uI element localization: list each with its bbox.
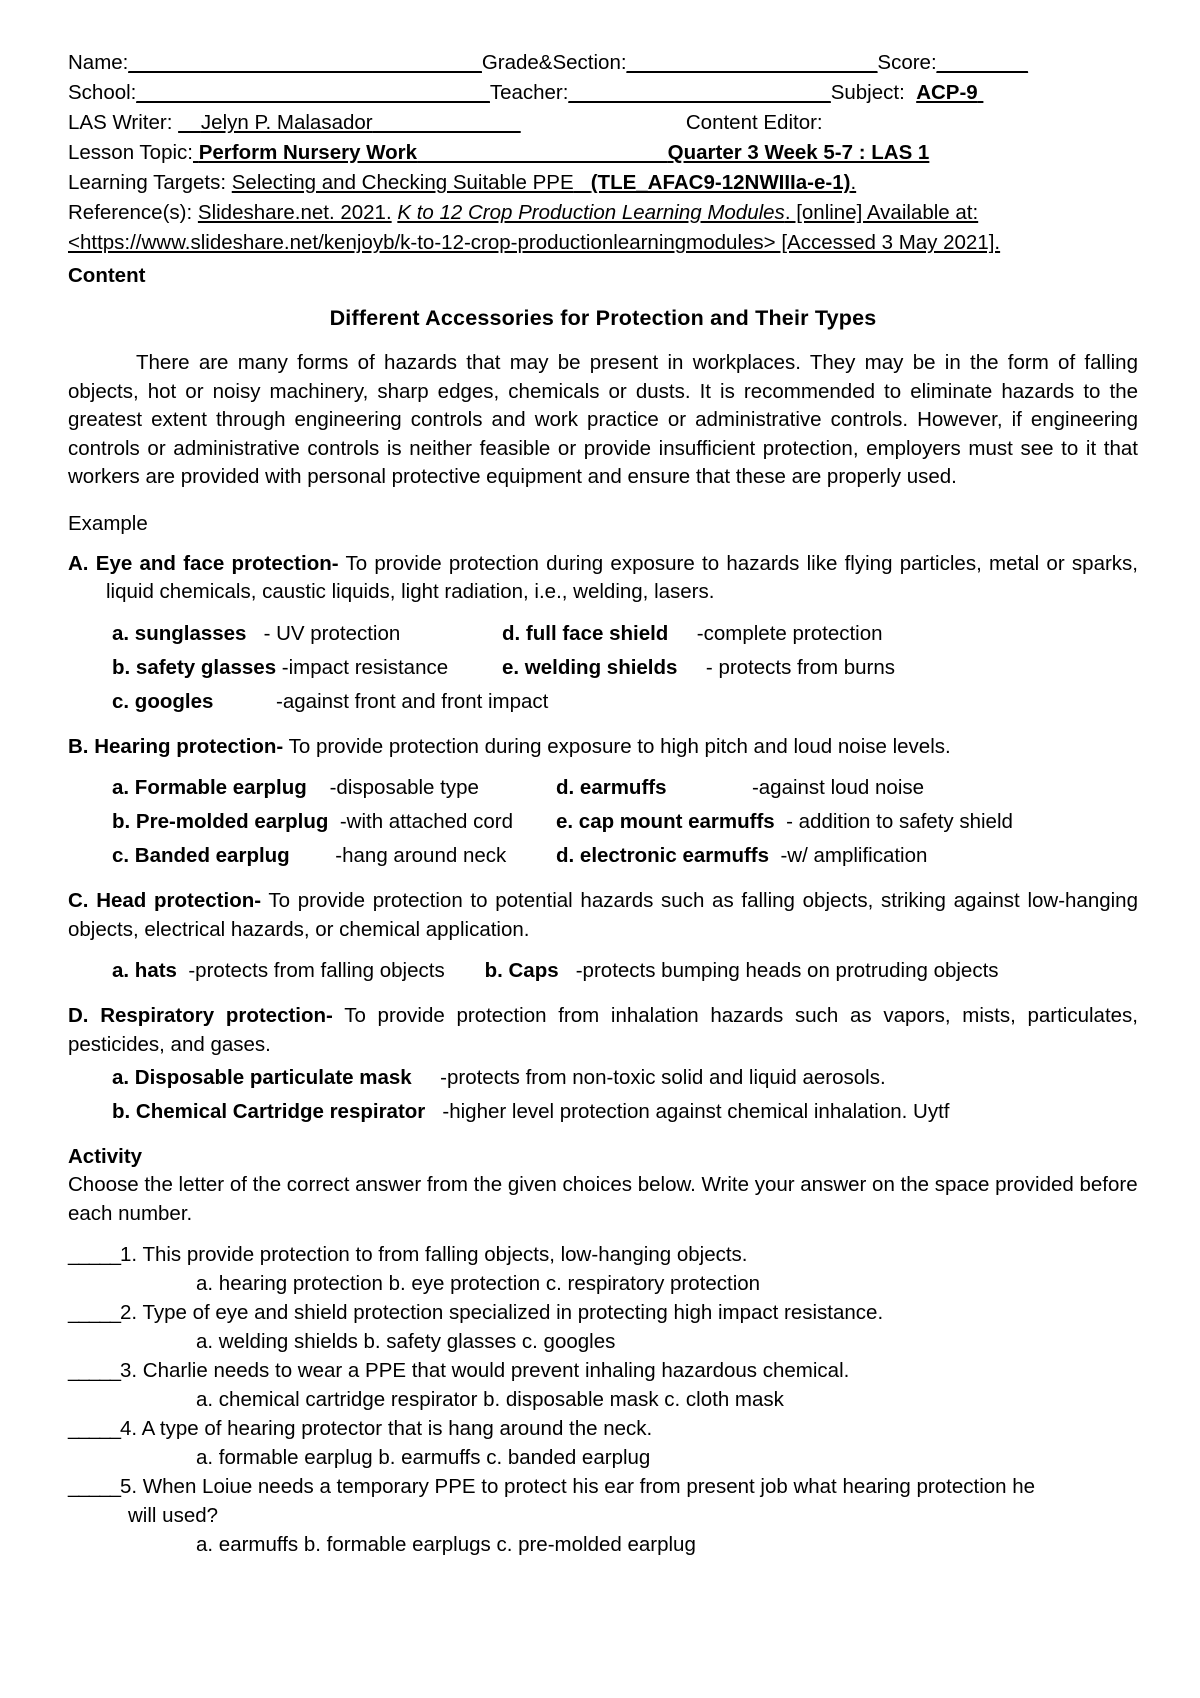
item-term: e. welding shields: [502, 655, 678, 679]
name-blank[interactable]: _______________________________: [128, 51, 482, 74]
section-a-body: To provide protection during exposure to hazards like flying particles, metal or sparks, liquid chemicals, caustic liquids, light radiation, i.e., welding, lasers.: [106, 551, 1138, 603]
item-term: e. cap mount earmuffs: [556, 810, 775, 833]
item-term: b. Caps: [484, 959, 559, 982]
item-term: a. sunglasses: [112, 621, 247, 645]
item-row: [68, 1095, 1138, 1129]
name-label: Name:: [68, 51, 129, 74]
section-a-head: A. Eye and face protection-: [68, 551, 339, 575]
item-term: a. Formable earplug: [112, 776, 307, 799]
answer-blank[interactable]: _____: [68, 1301, 121, 1324]
item-desc: -w/ amplification: [780, 844, 928, 867]
item-term: b. Pre-molded earplug: [112, 810, 329, 833]
school-label: School:: [68, 81, 137, 104]
item-term: b. safety glasses: [112, 655, 277, 679]
question-5: [68, 1472, 1138, 1559]
section-c-body: To provide protection to potential hazards such as falling objects, striking against low-hanging objects, electrical hazards, or chemical application.: [68, 889, 1138, 941]
question-text: 1. This provide protection to from falling objects, low-hanging objects.: [120, 1243, 748, 1266]
teacher-label: Teacher:: [489, 81, 569, 104]
question-1: [68, 1240, 1138, 1298]
question-text: 2. Type of eye and shield protection specialized in protecting high impact resistance.: [120, 1301, 884, 1324]
learning-targets-value: Selecting and Checking Suitable PPE (TLE_AFAC9-12NWIIIa-e-1).: [231, 171, 857, 194]
learning-targets-label: Learning Targets:: [68, 171, 227, 194]
section-b-head: B. Hearing protection-: [68, 734, 284, 758]
item-desc: -against loud noise: [751, 776, 925, 799]
section-d-head: D. Respiratory protection-: [68, 1004, 333, 1027]
item-term: a. hats: [112, 959, 177, 982]
item-term: b. Chemical Cartridge respirator: [112, 1100, 426, 1123]
question-choices[interactable]: a. welding shields b. safety glasses c. googles: [196, 1330, 616, 1353]
section-c-head: C. Head protection-: [68, 889, 262, 912]
question-choices[interactable]: a. formable earplug b. earmuffs c. banded earplug: [196, 1446, 651, 1469]
item-desc: - UV protection: [263, 621, 401, 645]
question-text: 5. When Loiue needs a temporary PPE to protect his ear from present job what hearing protection he: [120, 1475, 1036, 1498]
section-c: [68, 887, 1138, 944]
page-title: Different Accessories for Protection and Their Types: [329, 306, 877, 330]
intro-paragraph: There are many forms of hazards that may be present in workplaces. They may be in the form of falling objects, hot or noisy machinery, sharp edges, chemicals or dusts. It is recommended to eliminate hazards to the greatest extent through engineering controls and work practice or administrative controls. However, if engineering controls or administrative controls is neither feasible or provide insufficient protection, employers must see to it that workers are provided with personal protective equipment and ensure that these are properly used.: [68, 351, 1138, 488]
section-a: [68, 550, 1138, 607]
score-label: Score:: [877, 51, 937, 74]
school-blank[interactable]: _______________________________: [136, 81, 490, 104]
reference-availability: . [online] Available at:: [784, 201, 979, 224]
item-row: [68, 839, 1138, 873]
las-writer-label: LAS Writer:: [68, 111, 173, 134]
section-b-body: To provide protection during exposure to high pitch and loud noise levels.: [283, 734, 951, 758]
item-row: [68, 805, 1138, 839]
header-row-targets: [68, 168, 1138, 198]
teacher-blank[interactable]: _______________________: [568, 81, 831, 104]
item-row: [68, 685, 1138, 719]
item-desc: -complete protection: [696, 621, 883, 645]
reference-block: [68, 198, 1138, 258]
question-text: 4. A type of hearing protector that is hang around the neck.: [120, 1417, 653, 1440]
section-d-body: To provide protection from inhalation hazards such as vapors, mists, particulates, pesticides, and gases.: [68, 1004, 1138, 1056]
item-desc: -higher level protection against chemical inhalation. Uytf: [442, 1100, 950, 1123]
example-label: Example: [68, 511, 148, 535]
item-row: [68, 771, 1138, 805]
header-row-lesson: [68, 138, 1138, 168]
item-desc: -hang around neck: [335, 844, 507, 867]
answer-blank[interactable]: _____: [68, 1475, 121, 1498]
item-row: [68, 1061, 1138, 1095]
answer-blank[interactable]: _____: [68, 1243, 121, 1266]
item-desc: -disposable type: [329, 776, 479, 799]
item-desc: -protects from non-toxic solid and liquid aerosols.: [440, 1066, 886, 1089]
lesson-topic-value: Perform Nursery Work: [198, 141, 418, 164]
question-choices[interactable]: a. hearing protection b. eye protection c. respiratory protection: [196, 1272, 761, 1295]
item-row: [68, 651, 1138, 685]
question-choices[interactable]: a. chemical cartridge respirator b. disposable mask c. cloth mask: [196, 1388, 784, 1411]
section-c-items: [68, 954, 1138, 988]
question-4: [68, 1414, 1138, 1472]
lesson-topic-label: Lesson Topic:: [68, 141, 193, 164]
item-desc: -protects bumping heads on protruding objects: [575, 959, 999, 982]
content-editor-label: Content Editor:: [685, 111, 823, 134]
item-term: c. googles: [112, 689, 214, 713]
item-desc: - addition to safety shield: [786, 810, 1013, 833]
subject-value: ACP-9: [916, 81, 978, 104]
item-desc: -protects from falling objects: [188, 959, 445, 982]
reference-url: <https://www.slideshare.net/kenjoyb/k-to-12-crop-productionlearningmodules> [Accessed 3 May 2021].: [68, 231, 1001, 254]
answer-blank[interactable]: _____: [68, 1417, 121, 1440]
score-blank[interactable]: ________: [936, 51, 1028, 74]
answer-blank[interactable]: _____: [68, 1359, 121, 1382]
header-row-school: [68, 78, 1138, 108]
item-term: d. earmuffs: [556, 776, 667, 799]
item-desc: - protects from burns: [705, 655, 896, 679]
reference-title: K to 12 Crop Production Learning Modules: [397, 201, 785, 224]
quarter-week-las: Quarter 3 Week 5-7 : LAS 1: [667, 141, 930, 164]
item-desc: -impact resistance: [281, 655, 449, 679]
question-text-continued: will used?: [128, 1504, 219, 1527]
question-2: [68, 1298, 1138, 1356]
question-3: [68, 1356, 1138, 1414]
item-term: d. full face shield: [502, 621, 669, 645]
question-text: 3. Charlie needs to wear a PPE that would prevent inhaling hazardous chemical.: [120, 1359, 850, 1382]
section-d-items: [68, 1061, 1138, 1129]
item-term: d. electronic earmuffs: [556, 844, 770, 867]
item-row: [68, 617, 1138, 651]
section-b: [68, 733, 1138, 762]
reference-label: Reference(s):: [68, 201, 193, 224]
question-choices[interactable]: a. earmuffs b. formable earplugs c. pre-molded earplug: [196, 1533, 696, 1556]
activity-heading: Activity: [68, 1145, 143, 1168]
header-row-name: [68, 48, 1138, 78]
item-term: a. Disposable particulate mask: [112, 1066, 412, 1089]
section-b-items: [68, 771, 1138, 873]
reference-source: Slideshare.net. 2021.: [197, 201, 392, 224]
grade-blank[interactable]: ______________________: [626, 51, 878, 74]
activity-instructions: Choose the letter of the correct answer from the given choices below. Write your answer on the space provided before each number.: [68, 1173, 1138, 1225]
item-desc: -against front and front impact: [276, 689, 549, 713]
content-heading: Content: [68, 264, 146, 287]
las-writer-value: Jelyn P. Malasador: [200, 111, 373, 134]
subject-label: Subject:: [830, 81, 905, 104]
item-term: c. Banded earplug: [112, 844, 290, 867]
grade-label: Grade&Section:: [481, 51, 627, 74]
item-row: [68, 954, 1138, 988]
item-desc: -with attached cord: [339, 810, 514, 833]
section-a-items: [68, 617, 1138, 719]
header-row-writer: [68, 108, 1138, 138]
section-d: [68, 1002, 1138, 1059]
